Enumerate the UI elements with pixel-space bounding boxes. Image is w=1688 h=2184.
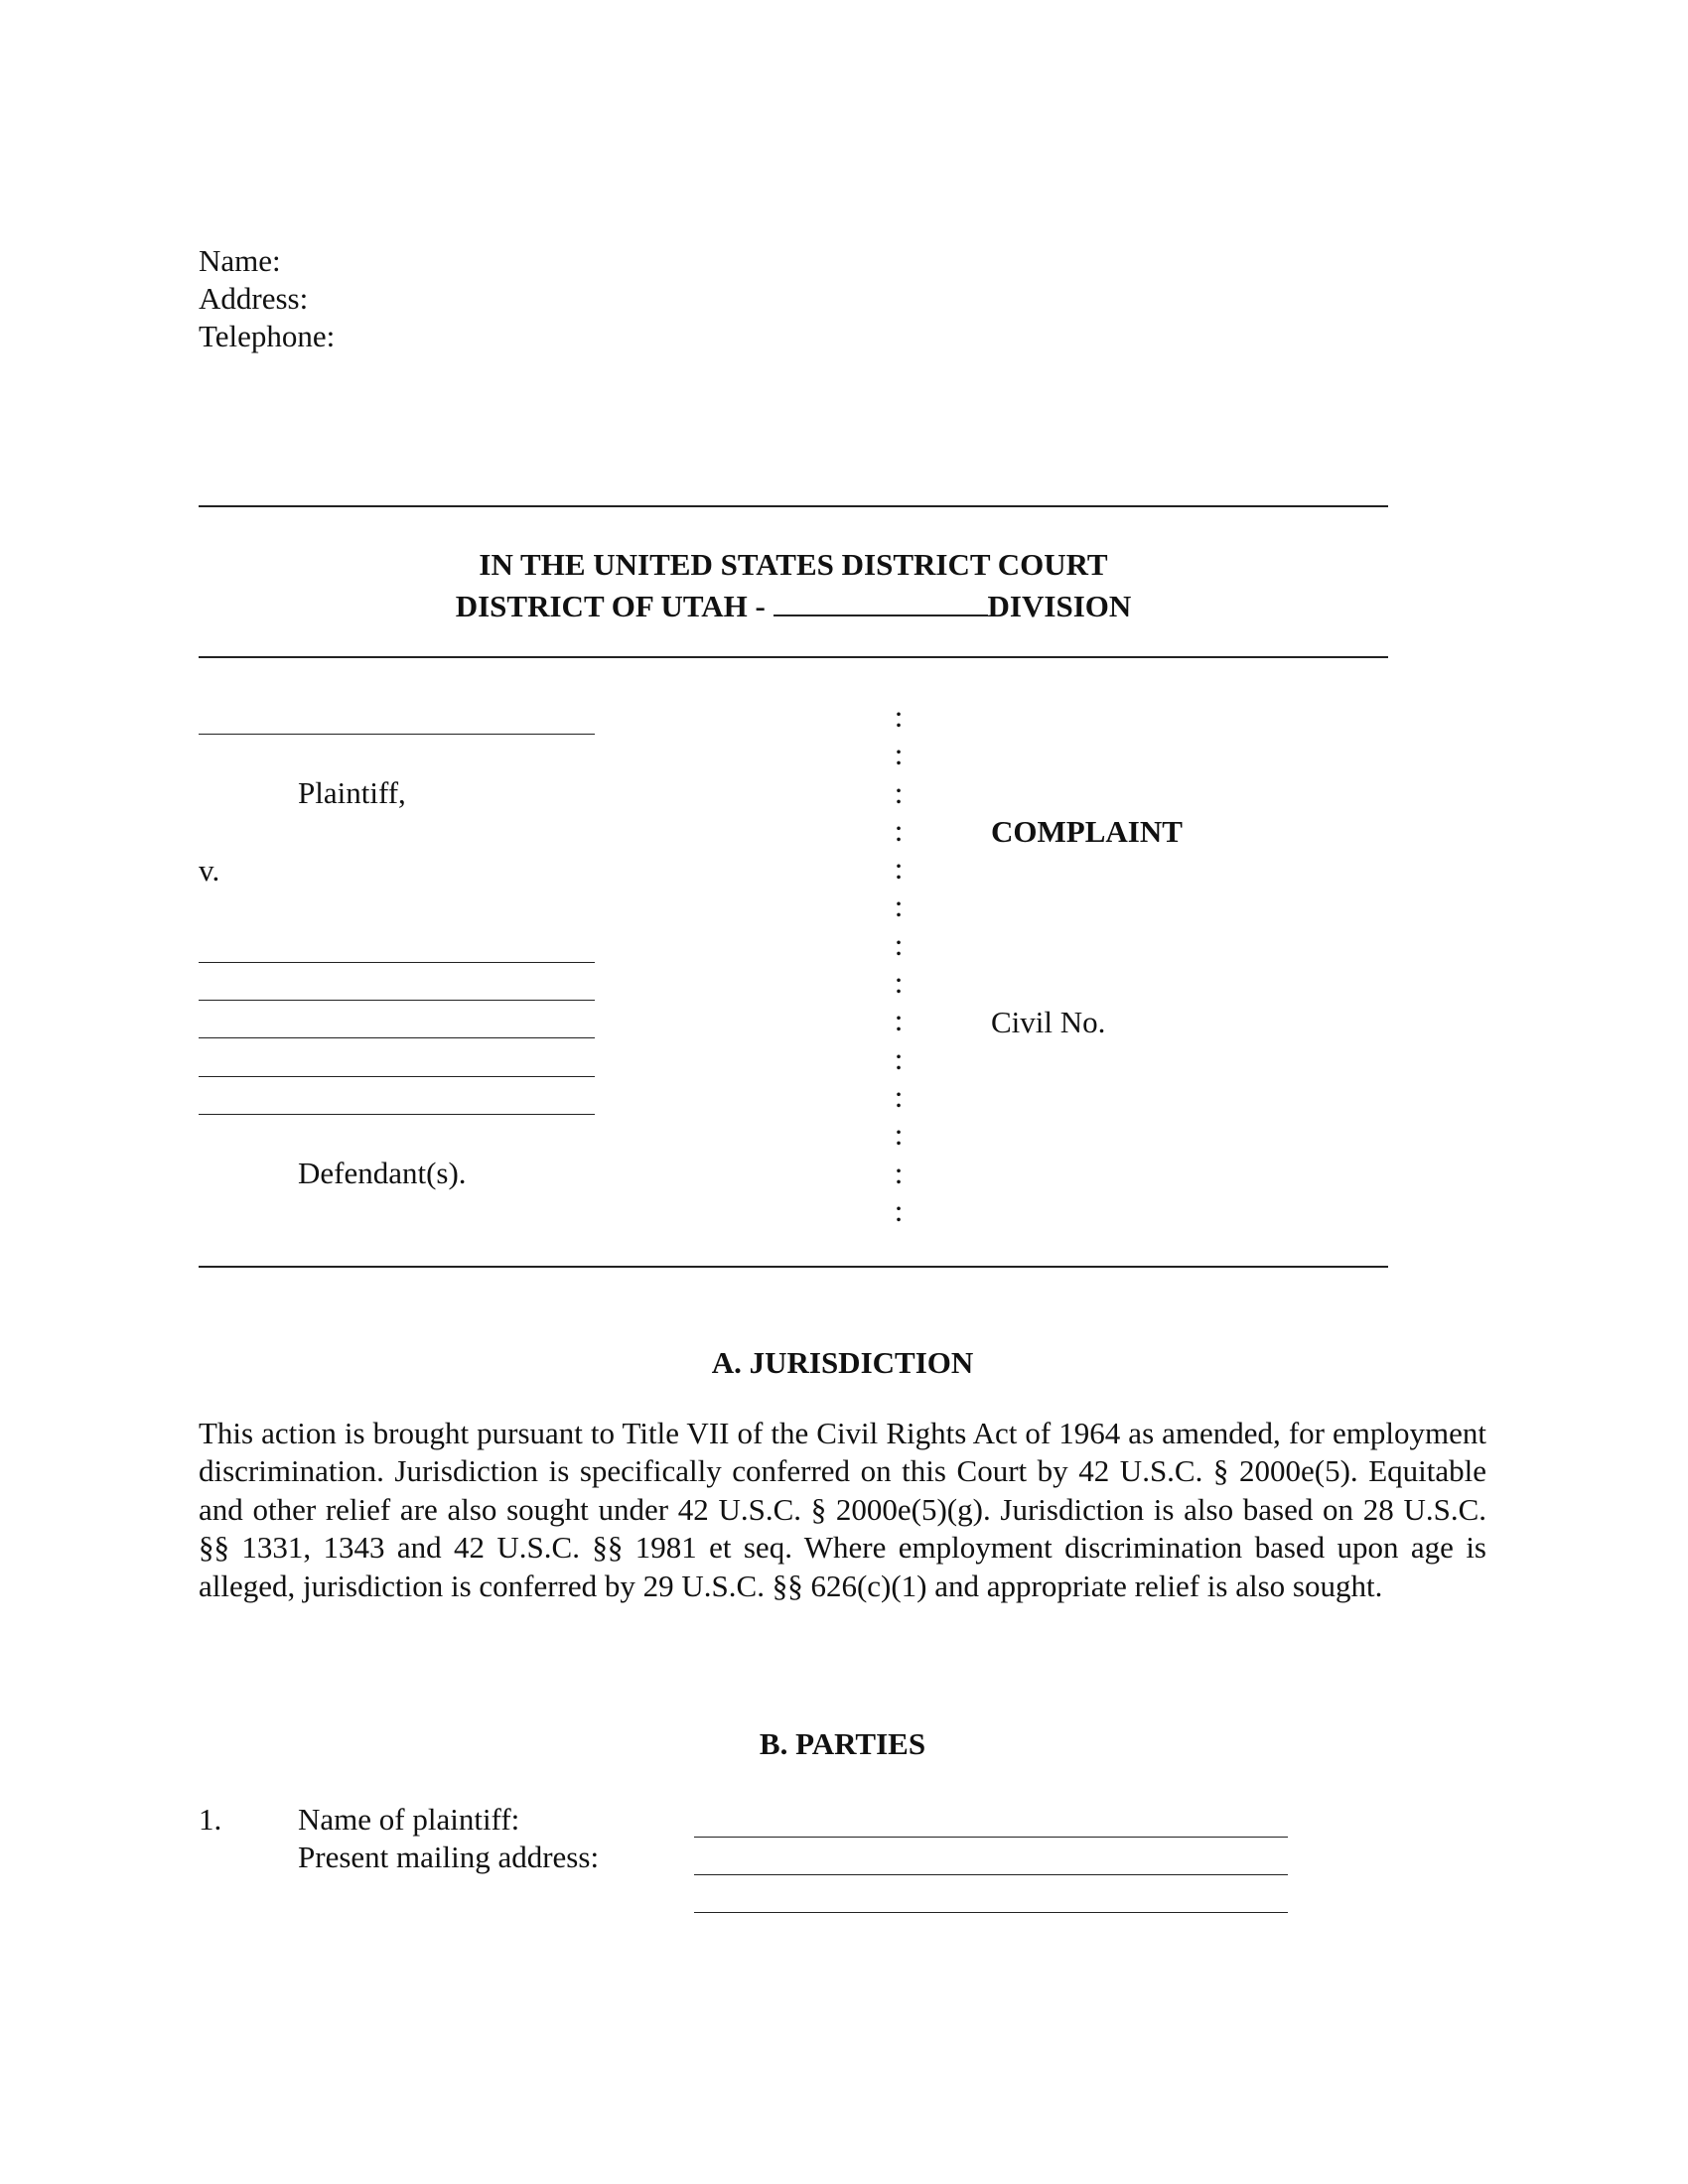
civil-number-label: Civil No.	[991, 1005, 1106, 1039]
colon: :	[894, 1117, 904, 1153]
defendant-name-blank[interactable]	[199, 1076, 595, 1077]
mailing-address-blank[interactable]	[694, 1874, 1288, 1875]
jurisdiction-paragraph: This action is brought pursuant to Title VII of the Civil Rights Act of 1964 as amended, for employment discrimination. Jurisdiction is specifically conferred on this Court by 42 U.S.C. § 2000e(5). Equitable and other relief are also sought under 42 U.S.C. § 2000e(5)(g). Jurisdiction is also based on 28 U.S.C. §§ 1331, 1343 and 42 U.S.C. §§ 1981 et seq. Where employment discrimination based upon age is alleged, jurisdiction is conferred by 29 U.S.C. §§ 626(c)(1) and appropriate relief is also sought.	[199, 1416, 1486, 1603]
colon: :	[894, 926, 904, 962]
colon: :	[894, 851, 904, 887]
court-district-prefix: DISTRICT OF UTAH -	[455, 589, 774, 623]
colon: :	[894, 812, 904, 848]
party-item-number: 1.	[199, 1802, 222, 1837]
plaintiff-name-blank[interactable]	[694, 1837, 1288, 1838]
contact-address-label: Address:	[199, 281, 309, 316]
document-title: COMPLAINT	[991, 814, 1183, 849]
jurisdiction-heading: A. JURISDICTION	[711, 1345, 974, 1380]
caption-colon-divider	[889, 698, 909, 1230]
colon: :	[894, 1078, 904, 1114]
colon: :	[894, 699, 904, 734]
contact-telephone-label: Telephone:	[199, 319, 336, 353]
colon: :	[894, 965, 904, 1001]
division-blank[interactable]	[774, 585, 988, 616]
plaintiff-name-label: Name of plaintiff:	[298, 1802, 520, 1837]
court-name-line: IN THE UNITED STATES DISTRICT COURT	[479, 547, 1108, 582]
plaintiff-name-blank[interactable]	[199, 734, 595, 735]
colon: :	[894, 1192, 904, 1228]
colon: :	[894, 1155, 904, 1190]
caption-rule-bottom	[199, 1266, 1388, 1268]
header-rule-top	[199, 505, 1388, 507]
defendant-name-blank[interactable]	[199, 962, 595, 963]
parties-heading: B. PARTIES	[759, 1726, 926, 1761]
colon: :	[894, 1003, 904, 1038]
header-rule-bottom	[199, 656, 1388, 658]
versus-label: v.	[199, 853, 220, 887]
court-division-suffix: DIVISION	[987, 589, 1132, 623]
defendant-name-blank[interactable]	[199, 1000, 595, 1001]
colon: :	[894, 737, 904, 772]
defendant-name-blank[interactable]	[199, 1114, 595, 1115]
defendant-name-blank[interactable]	[199, 1037, 595, 1038]
defendant-label: Defendant(s).	[298, 1156, 467, 1190]
mailing-address-label: Present mailing address:	[298, 1840, 600, 1874]
mailing-address-blank[interactable]	[694, 1912, 1288, 1913]
plaintiff-label: Plaintiff,	[298, 775, 406, 810]
colon: :	[894, 888, 904, 924]
court-district-line	[199, 585, 1388, 625]
colon: :	[894, 1040, 904, 1076]
colon: :	[894, 774, 904, 810]
contact-name-label: Name:	[199, 243, 281, 278]
